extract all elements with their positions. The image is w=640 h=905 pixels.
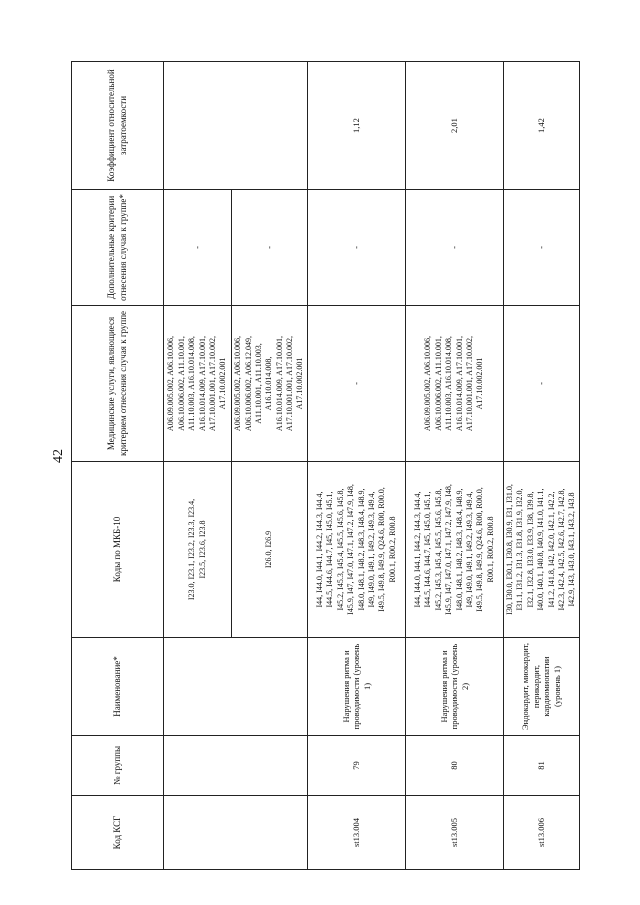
icd-line: I49.5, I49.8, I49.9, Q24.6, R00, R00.0, — [377, 487, 387, 612]
service-line: A11.10.003, A16.10.014.008, — [187, 336, 197, 431]
name-cell — [164, 638, 308, 736]
icd-codes-cell — [164, 462, 232, 638]
icd-line: I40.0, I40.1, I40.8, I40.9, I41.0, I41.1, — [536, 488, 546, 611]
service-line: A17.10.002.001 — [295, 357, 305, 410]
ksg-code-cell: st13.006 — [504, 796, 580, 870]
icd-line: I49, I49.0, I49.1, I49.2, I49.3, I49.4, — [366, 491, 376, 608]
icd-line: I44.5, I44.6, I44.7, I45, I45.0, I45.1, — [423, 491, 433, 608]
icd-line: I23.5, I23.6, I23.8 — [197, 520, 207, 579]
service-line: A16.10.014.009, A17.10.001, — [274, 335, 284, 432]
header-extra-criteria: Дополнительные критерии отнесения случая к группе* — [72, 190, 164, 306]
header-name: Наименование* — [72, 638, 164, 736]
service-line: A06.09.005.002, A06.10.006, — [166, 335, 176, 432]
coefficient-cell — [164, 62, 308, 190]
service-line: A17.10.001.001, A17.10.002, — [285, 335, 295, 432]
header-ksg-code: Код КСГ — [72, 796, 164, 870]
coefficient-cell: 1,42 — [504, 62, 580, 190]
ksg-code-cell: st13.005 — [406, 796, 504, 870]
icd-codes-cell — [504, 462, 580, 638]
extra-criteria-cell: - — [232, 190, 308, 306]
service-line: A11.10.001, A11.10.003, — [253, 343, 263, 424]
table-row — [504, 62, 580, 870]
icd-line: I48.0, I48.1, I48.2, I48.3, I48.4, I48.9, — [454, 488, 464, 611]
icd-line: I44.5, I44.6, I44.7, I45, I45.0, I45.1, — [325, 491, 335, 608]
icd-line: I26.0, I26.9 — [264, 530, 274, 569]
services-cell — [232, 306, 308, 462]
icd-codes-cell — [406, 462, 504, 638]
icd-codes-cell — [232, 462, 308, 638]
header-services: Медицинские услуги, являющиеся критерием отнесения случая к группе — [72, 306, 164, 462]
service-line: A16.10.014.009, A17.10.001, — [197, 335, 207, 432]
icd-codes-cell — [308, 462, 406, 638]
ksg-table — [71, 61, 580, 870]
table-row — [308, 62, 406, 870]
icd-line: I42.9, I43, I43.0, I43.1, I43.2, I43.8 — [567, 492, 577, 607]
icd-line: I45.2, I45.3, I45.4, I45.5, I45.6, I45.8, — [335, 488, 345, 611]
service-line: A06.09.005.002, A06.10.006, — [423, 335, 433, 432]
icd-line: I45.9, I47, I47.0, I47.1, I47.2, I47.9, I48, — [444, 484, 454, 615]
service-line: A16.10.014.008, — [264, 356, 274, 411]
icd-line: I31.1, I31.2, I31.3, I31.8, I31.9, I32.0, — [515, 488, 525, 611]
header-coefficient: Коэффициент относительной затратоемкости — [72, 62, 164, 190]
ksg-code-cell — [164, 796, 308, 870]
service-line: A17.10.001.001, A17.10.002, — [464, 335, 474, 432]
icd-line: I45.2, I45.3, I45.4, I45.5, I45.6, I45.8, — [433, 488, 443, 611]
icd-line: R00.1, R00.2, R00.8 — [485, 516, 495, 583]
service-line: A17.10.002.001 — [475, 357, 485, 410]
services-cell: - — [308, 306, 406, 462]
name-cell: Эндокардит, миокардит, перикардит, кардиомиопатии (уровень 1) — [504, 638, 580, 736]
group-number-cell: 80 — [406, 736, 504, 796]
page-number: 42 — [51, 449, 66, 463]
services-cell — [406, 306, 504, 462]
services-cell — [164, 306, 232, 462]
group-number-cell: 79 — [308, 736, 406, 796]
header-icd-codes: Коды по МКБ-10 — [72, 462, 164, 638]
name-cell: Нарушения ритма и проводимости (уровень 1) — [308, 638, 406, 736]
service-line: A06.10.006.002, A11.10.001, — [176, 336, 186, 431]
service-line: A16.10.014.009, A17.10.001, — [454, 335, 464, 432]
icd-line: I44, I44.0, I44.1, I44.2, I44.3, I44.4, — [412, 491, 422, 608]
table-row — [164, 62, 232, 870]
table-header-row — [72, 62, 164, 870]
icd-line: I49, I49.0, I49.1, I49.2, I49.3, I49.4, — [464, 491, 474, 608]
icd-line: I45.9, I47, I47.0, I47.1, I47.2, I47.9, I48, — [346, 484, 356, 615]
service-line: A06.09.005.002, A06.10.006, — [233, 335, 243, 432]
group-number-cell — [164, 736, 308, 796]
icd-line: I23.0, I23.1, I23.2, I23.3, I23.4, — [187, 498, 197, 601]
icd-line: I48.0, I48.1, I48.2, I48.3, I48.4, I48.9, — [356, 488, 366, 611]
icd-line: I49.5, I49.8, I49.9, Q24.6, R00, R00.0, — [475, 487, 485, 612]
header-group-number: № группы — [72, 736, 164, 796]
icd-line: I44, I44.0, I44.1, I44.2, I44.3, I44.4, — [314, 491, 324, 608]
rotated-table-container — [71, 62, 577, 870]
service-line: A17.10.001.001, A17.10.002, — [207, 335, 217, 432]
icd-line: I42.3, I42.4, I42.5, I42.6, I42.7, I42.8, — [556, 488, 566, 611]
service-line: A06.10.006.002, A11.10.001, — [433, 336, 443, 431]
name-cell: Нарушения ритма и проводимости (уровень 2) — [406, 638, 504, 736]
extra-criteria-cell: - — [308, 190, 406, 306]
extra-criteria-cell: - — [504, 190, 580, 306]
icd-line: I30, I30.0, I30.1, I30.8, I30.9, I31, I31.0, — [505, 484, 514, 615]
service-line: A06.10.006.002, A06.12.049, — [243, 335, 253, 432]
icd-line: R00.1, R00.2, R00.8 — [387, 516, 397, 583]
service-line: A17.10.002.001 — [218, 357, 228, 410]
coefficient-cell: 2,01 — [406, 62, 504, 190]
table-row — [406, 62, 504, 870]
extra-criteria-cell: - — [406, 190, 504, 306]
icd-line: I41.2, I41.8, I42, I42.0, I42.1, I42.2, — [546, 491, 556, 608]
services-cell: - — [504, 306, 580, 462]
group-number-cell: 81 — [504, 736, 580, 796]
icd-line: I32.1, I32.8, I33.0, I33.9, I38, I39.8, — [525, 491, 535, 608]
ksg-code-cell: st13.004 — [308, 796, 406, 870]
service-line: A11.10.003, A16.10.014.008, — [444, 336, 454, 431]
coefficient-cell: 1,12 — [308, 62, 406, 190]
extra-criteria-cell: - — [164, 190, 232, 306]
